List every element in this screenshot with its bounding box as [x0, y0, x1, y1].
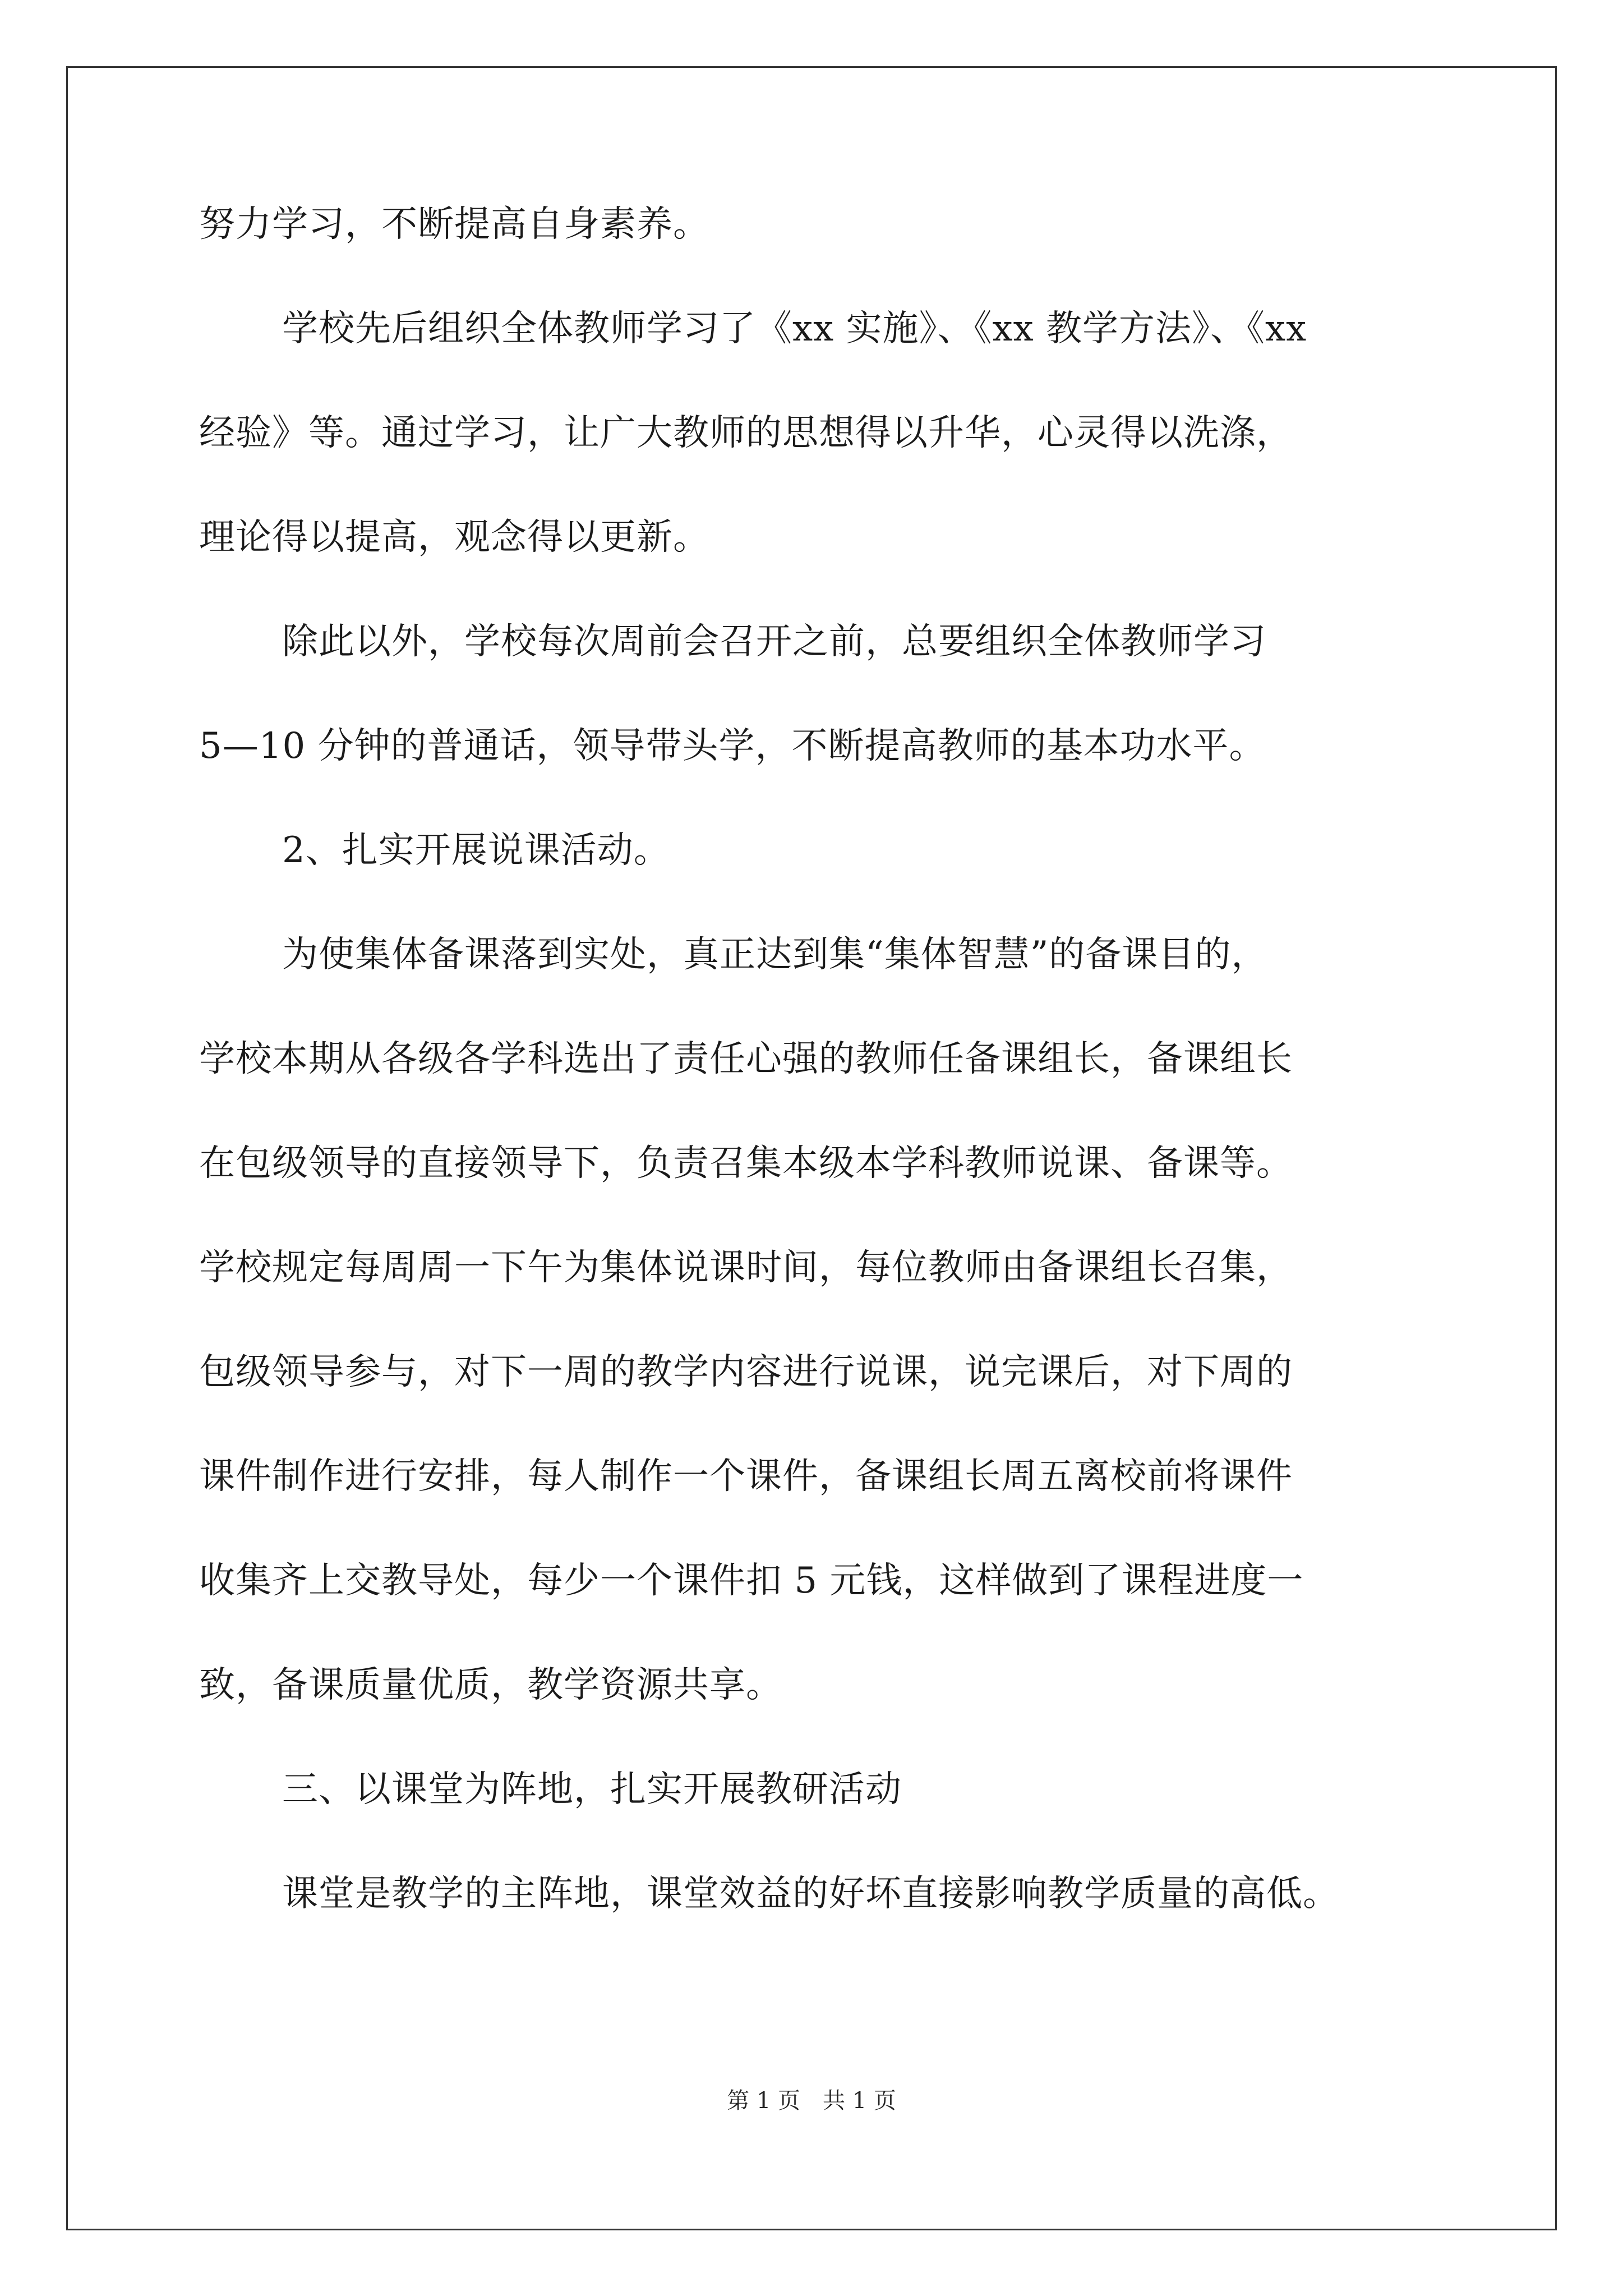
section-heading: 三、以课堂为阵地，扎实开展教研活动 — [282, 1769, 902, 1810]
paragraph-first-line: 除此以外，学校每次周前会召开之前，总要组织全体教师学习 — [282, 621, 1266, 662]
section-heading: 2、扎实开展说课活动。 — [282, 830, 670, 871]
text-line: 经验》等。通过学习，让广大教师的思想得以升华，心灵得以洗涤， — [199, 412, 1293, 454]
text-line: 5—10 分钟的普通话，领导带头学，不断提高教师的基本功水平。 — [199, 725, 1266, 767]
text-line: 致，备课质量优质，教学资源共享。 — [199, 1664, 782, 1706]
paragraph-first-line: 课堂是教学的主阵地，课堂效益的好坏直接影响教学质量的高低。 — [282, 1873, 1339, 1915]
text-line: 包级领导参与，对下一周的教学内容进行说课，说完课后，对下周的 — [199, 1351, 1293, 1393]
paragraph-first-line: 为使集体备课落到实处，真正达到集“集体智慧”的备课目的， — [282, 934, 1268, 976]
page-footer: 第 1 页 共 1 页 — [727, 2088, 896, 2114]
text-line: 课件制作进行安排，每人制作一个课件，备课组长周五离校前将课件 — [199, 1456, 1293, 1497]
text-line: 在包级领导的直接领导下，负责召集本级本学科教师说课、备课等。 — [199, 1143, 1293, 1184]
text-line: 努力学习，不断提高自身素养。 — [199, 204, 709, 245]
paragraph-first-line: 学校先后组织全体教师学习了《xx 实施》、《xx 教学方法》、《xx — [282, 308, 1307, 349]
text-line: 收集齐上交教导处，每少一个课件扣 5 元钱，这样做到了课程进度一 — [199, 1560, 1304, 1602]
text-line: 学校本期从各级各学科选出了责任心强的教师任备课组长，备课组长 — [199, 1038, 1293, 1080]
text-line: 学校规定每周周一下午为集体说课时间，每位教师由备课组长召集， — [199, 1247, 1293, 1289]
text-line: 理论得以提高，观念得以更新。 — [199, 517, 709, 558]
